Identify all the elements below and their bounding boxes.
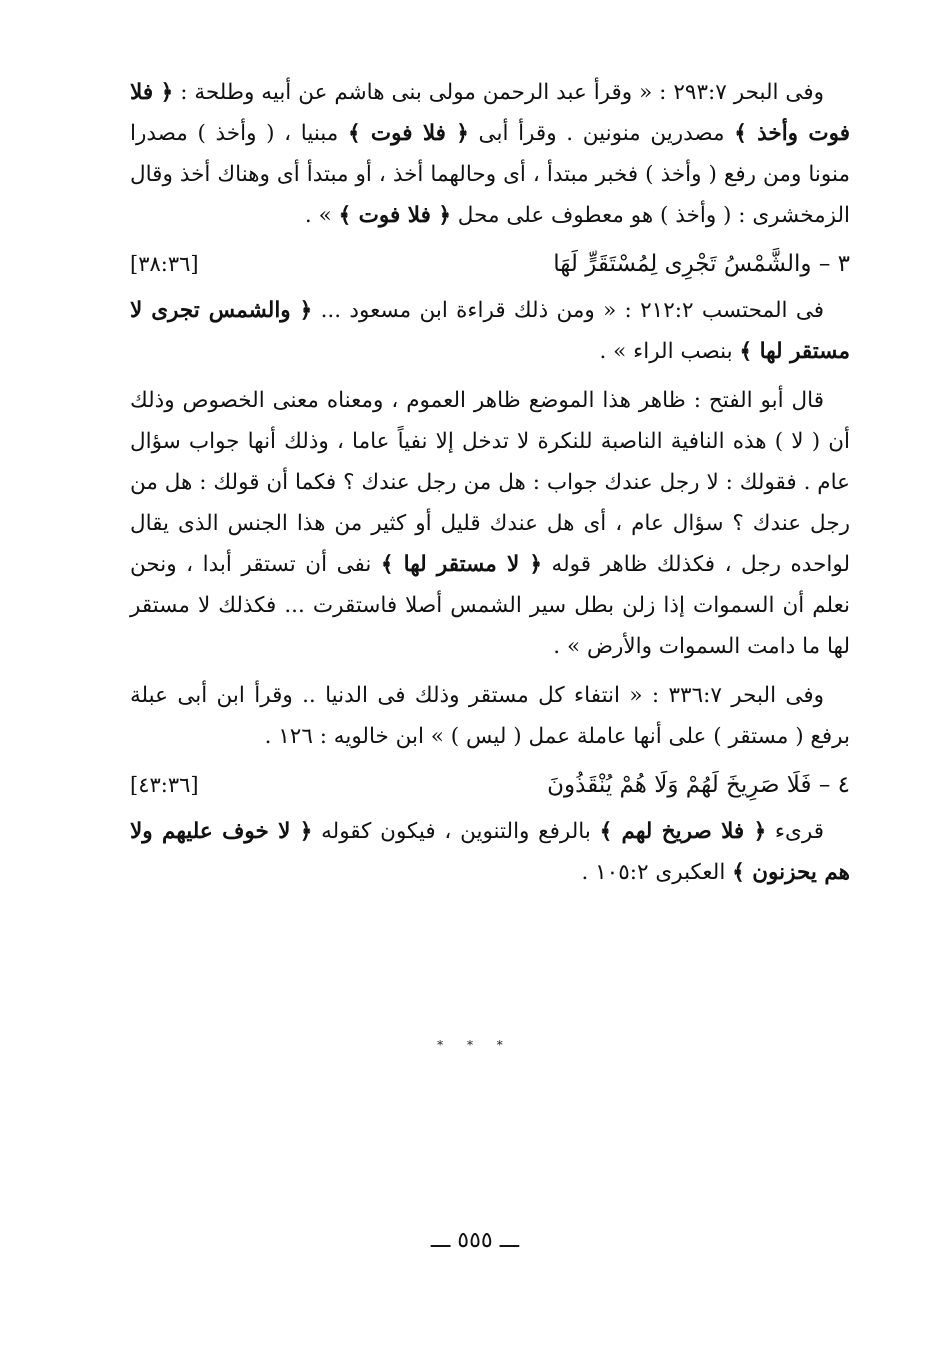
quran-quote: ﴿ فلا فوت وأخذ ﴾: [130, 80, 851, 146]
text-run: نفى أن تستقر أبدا ، ونحن نعلم أن السموات إذا زلن بطل سير الشمس أصلا فاستقرت ... فكذلك لا مستقر لها ما دامت السموات والأرض » .: [130, 552, 850, 659]
text-run: بالرفع والتنوين ، فيكون كقوله: [312, 819, 600, 844]
quran-quote: ﴿ فلا فوت ﴾: [347, 121, 469, 146]
text-run: مبنيا ، ( وأخذ ) مصدرا منونا ومن رفع ( وأخذ ) فخبر مبتدأ ، أى وحالهما أخذ ، أو مبتدأ أى وهناك أخذ وقال الزمخشرى : ( وأخذ ) هو معطوف على محل: [130, 121, 850, 228]
quran-quote: ﴿ لا خوف عليهم ولا هم يحزنون ﴾: [130, 819, 850, 885]
section-separator: * * *: [437, 1038, 513, 1052]
text-run: بنصب الراء » .: [599, 339, 740, 364]
text-run: فى المحتسب ٢١٢:٢ : « ومن ذلك قراءة ابن مسعود ...: [312, 298, 825, 323]
verse-4-reference: [٤٣:٣٦]: [130, 773, 199, 797]
text-run: قال أبو الفتح : ظاهر هذا الموضع ظاهر العموم ، ومعناه معنى الخصوص وذلك أن ( لا ) هذه النافية الناصبة للنكرة لا تدخل إلا نفياً عاما ، وذلك أنها جواب سؤال عام . فقولك : لا رجل عندك جواب : هل من رجل عندك ؟ فكما أن قولك : هل من رجل عندك ؟ سؤال عام ، أى هل عندك قليل أو كثير من هذا الجنس الذى يقال لواحده رجل ، فكذلك ظاهر قوله: [130, 388, 850, 577]
text-run: وفى البحر ٣٣٦:٧ : « انتفاء كل مستقر وذلك فى الدنيا .. وقرأ ابن أبى عبلة برفع ( مستقر ) على أنها عاملة عمل ( ليس ) » ابن خالويه : ١٢٦ .: [130, 683, 850, 749]
text-run: قرىء: [766, 819, 824, 844]
text-run: » .: [304, 203, 339, 228]
text-run: العكبرى ١٠٥:٢ .: [581, 860, 733, 885]
verse-3-heading: [130, 242, 850, 286]
quran-quote: ﴿ والشمس تجرى لا مستقر لها ﴾: [130, 298, 850, 364]
verse-4-text: ٤ – فَلَا صَرِيخَ لَهُمْ وَلَا هُمْ يُنْقَذُونَ: [547, 772, 850, 798]
paragraph-bahr-293: [130, 72, 850, 236]
text-run: وفى البحر ٢٩٣:٧ : « وقرأ عبد الرحمن مولى بنى هاشم عن أبيه وطلحة :: [173, 80, 824, 105]
quran-quote: ﴿ فلا صريخ لهم ﴾: [599, 819, 767, 844]
paragraph-qurra: [130, 811, 850, 893]
paragraph-bahr-336: [130, 675, 850, 757]
paragraph-muhtasab: [130, 290, 850, 372]
text-run: مصدرين منونين . وقرأ أبى: [468, 121, 735, 146]
paragraph-abu-alfath: [130, 380, 850, 667]
quran-quote: ﴿ فلا فوت ﴾: [338, 203, 451, 228]
page-number: ـــ ٥٥٥ ـــ: [430, 1228, 520, 1253]
verse-4-heading: [130, 763, 850, 807]
verse-3-text: ٣ – والشَّمْسُ تَجْرِى لِمُسْتَقَرٍّ لَهَا: [553, 251, 850, 277]
verse-3-reference: [٣٨:٣٦]: [130, 252, 199, 276]
quran-quote: ﴿ لا مستقر لها ﴾: [380, 552, 543, 577]
page-body: [130, 72, 850, 893]
